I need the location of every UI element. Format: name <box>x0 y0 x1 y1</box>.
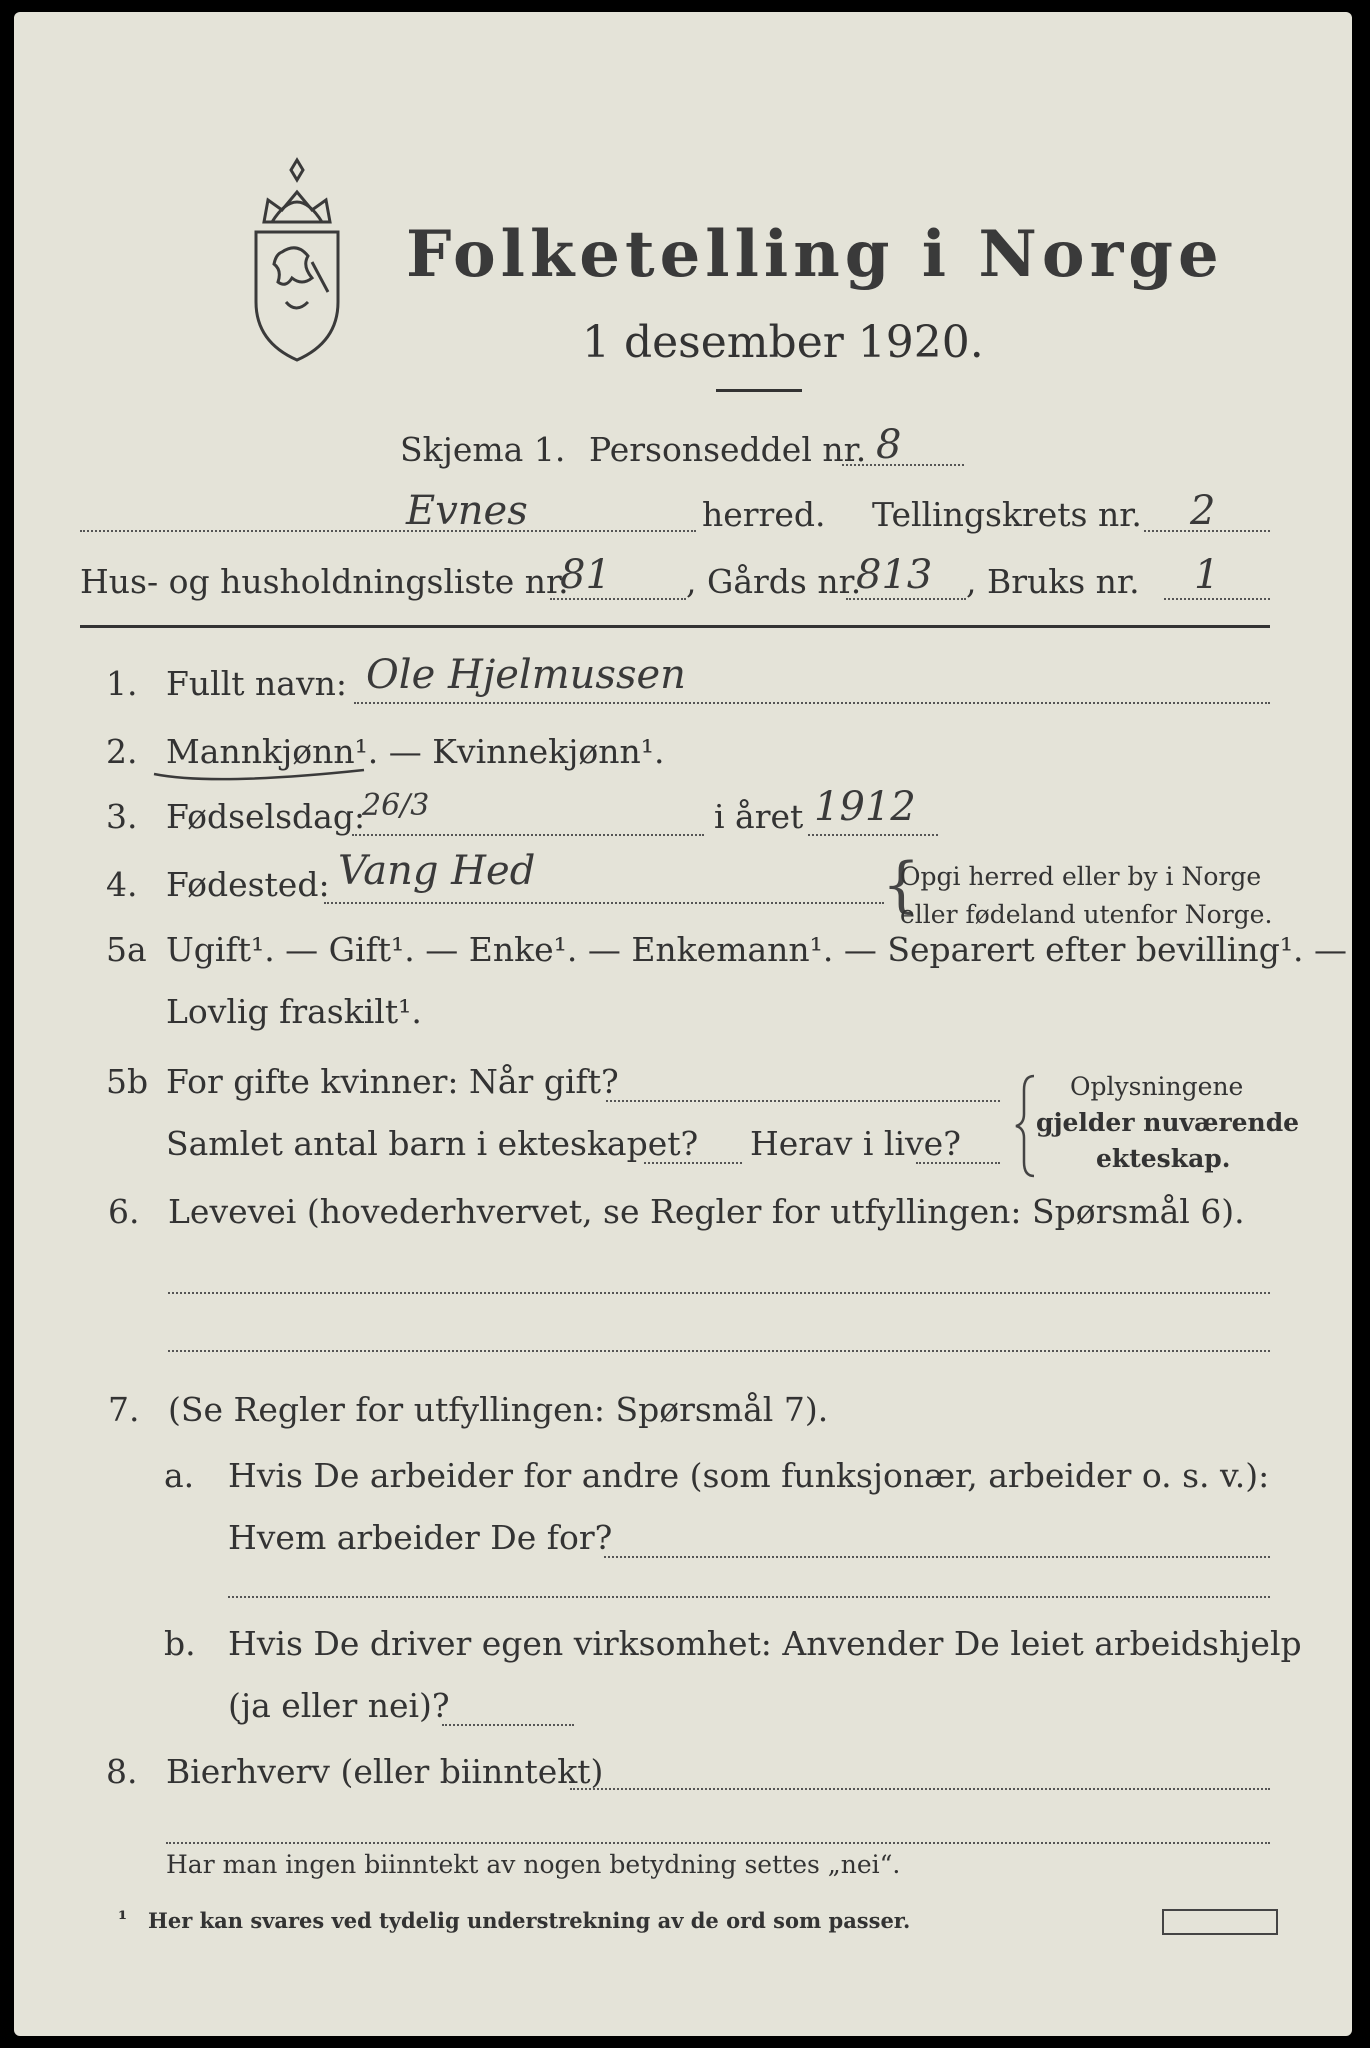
q7b-label-cont: (ja eller nei)? <box>228 1686 450 1725</box>
q5b-alive-field-line <box>916 1162 1000 1164</box>
q8-label: Bierhverv (eller biinntekt) <box>166 1752 604 1791</box>
hus-value[interactable]: 81 <box>560 552 611 598</box>
skjema-label: Skjema 1. <box>400 430 566 469</box>
q6-label: Levevei (hovederhvervet, se Regler for utfyllingen: Spørsmål 6). <box>168 1192 1245 1231</box>
bruks-field-line <box>1164 598 1270 600</box>
q8-field-line-1 <box>570 1788 1270 1790</box>
q4-label: Fødested: <box>166 865 330 904</box>
q7b-number: b. <box>164 1624 196 1663</box>
q4-note-line2: eller fødeland utenfor Norge. <box>900 900 1273 929</box>
q7a-field-line-2 <box>228 1596 1270 1598</box>
q8-number: 8. <box>106 1752 138 1791</box>
q2-underline-mark <box>152 754 372 784</box>
q3-year-field-line <box>808 834 938 836</box>
q6-number: 6. <box>108 1192 140 1231</box>
tellingskrets-value[interactable]: 2 <box>1190 488 1216 534</box>
q4-field-line <box>324 902 884 904</box>
gards-value[interactable]: 813 <box>856 552 933 598</box>
q5b-children-field-line <box>644 1162 742 1164</box>
q1-value[interactable]: Ole Hjelmussen <box>366 652 686 698</box>
q7a-label-employer: Hvem arbeider De for? <box>228 1518 613 1557</box>
personseddel-value[interactable]: 8 <box>876 422 902 468</box>
tellingskrets-label: Tellingskrets nr. <box>872 495 1142 534</box>
q5b-label-when: For gifte kvinner: Når gift? <box>166 1062 619 1101</box>
gards-label: , Gårds nr. <box>686 562 862 601</box>
q1-number: 1. <box>106 664 138 703</box>
q3-day-field-line <box>352 834 704 836</box>
q5a-number: 5a <box>106 930 147 969</box>
census-date: 1 desember 1920. <box>582 317 984 368</box>
q4-note-brace: { <box>882 850 921 920</box>
bruks-value[interactable]: 1 <box>1194 552 1220 598</box>
herred-value[interactable]: Evnes <box>406 488 528 534</box>
q1-label: Fullt navn: <box>166 664 347 703</box>
q5b-note-line3: ekteskap. <box>1096 1144 1231 1173</box>
personseddel-field-line <box>842 464 964 466</box>
herred-label: herred. <box>702 495 826 534</box>
q5a-label-cont: Lovlig fraskilt¹. <box>166 992 422 1031</box>
q7a-field-line-1 <box>604 1556 1270 1558</box>
q8-field-line-2 <box>166 1842 1270 1844</box>
q7b-field-line <box>442 1724 574 1726</box>
herred-field-line <box>80 530 696 532</box>
q3-label: Fødselsdag: <box>166 797 366 836</box>
q5b-number: 5b <box>106 1062 149 1101</box>
q5a-label: Ugift¹. — Gift¹. — Enke¹. — Enkemann¹. — Separert efter bevilling¹. — <box>166 930 1348 969</box>
q2-number: 2. <box>106 732 138 771</box>
title-divider <box>716 389 802 392</box>
census-form-page <box>14 12 1352 2036</box>
q7a-number: a. <box>164 1456 195 1495</box>
q7-number: 7. <box>108 1390 140 1429</box>
printer-stamp <box>1162 1909 1278 1935</box>
q7b-label: Hvis De driver egen virksomhet: Anvender De leiet arbeidshjelp <box>228 1624 1302 1663</box>
q5b-label-alive: Herav i live? <box>750 1124 961 1163</box>
q3-year-value[interactable]: 1912 <box>814 784 916 830</box>
q8-note: Har man ingen biinntekt av nogen betydning settes „nei“. <box>166 1850 901 1879</box>
q5b-label-children: Samlet antal barn i ekteskapet? <box>166 1124 699 1163</box>
header-rule <box>80 625 1270 628</box>
q3-number: 3. <box>106 797 138 836</box>
personseddel-label: Personseddel nr. <box>589 430 867 469</box>
form-title: Folketelling i Norge <box>406 217 1224 292</box>
q7a-label: Hvis De arbeider for andre (som funksjonær, arbeider o. s. v.): <box>228 1456 1270 1495</box>
q2-label: Mannkjønn¹. — Kvinnekjønn¹. <box>166 732 665 771</box>
q6-field-line-1 <box>168 1292 1270 1294</box>
gards-field-line <box>846 598 966 600</box>
hus-label: Hus- og husholdningsliste nr. <box>80 562 569 601</box>
q3-year-label: i året <box>714 797 804 836</box>
q4-number: 4. <box>106 865 138 904</box>
q3-day-value[interactable]: 26/3 <box>362 788 430 823</box>
footnote-marker: ¹ <box>118 1906 128 1931</box>
hus-field-line <box>550 598 686 600</box>
coat-of-arms-icon <box>242 152 352 364</box>
q5b-when-field-line <box>606 1100 1000 1102</box>
q4-note-line1: Opgi herred eller by i Norge <box>900 862 1262 891</box>
q6-field-line-2 <box>168 1350 1270 1352</box>
footnote-text: Her kan svares ved tydelig understrekning av de ord som passer. <box>148 1908 911 1933</box>
q5b-note-line2: gjelder nuværende <box>1036 1108 1300 1137</box>
q4-value[interactable]: Vang Hed <box>338 848 536 894</box>
q5b-note-line1: Oplysningene <box>1070 1072 1244 1101</box>
bruks-label: , Bruks nr. <box>966 562 1140 601</box>
q1-field-line <box>354 702 1270 704</box>
q7-label: (Se Regler for utfyllingen: Spørsmål 7). <box>168 1390 829 1429</box>
